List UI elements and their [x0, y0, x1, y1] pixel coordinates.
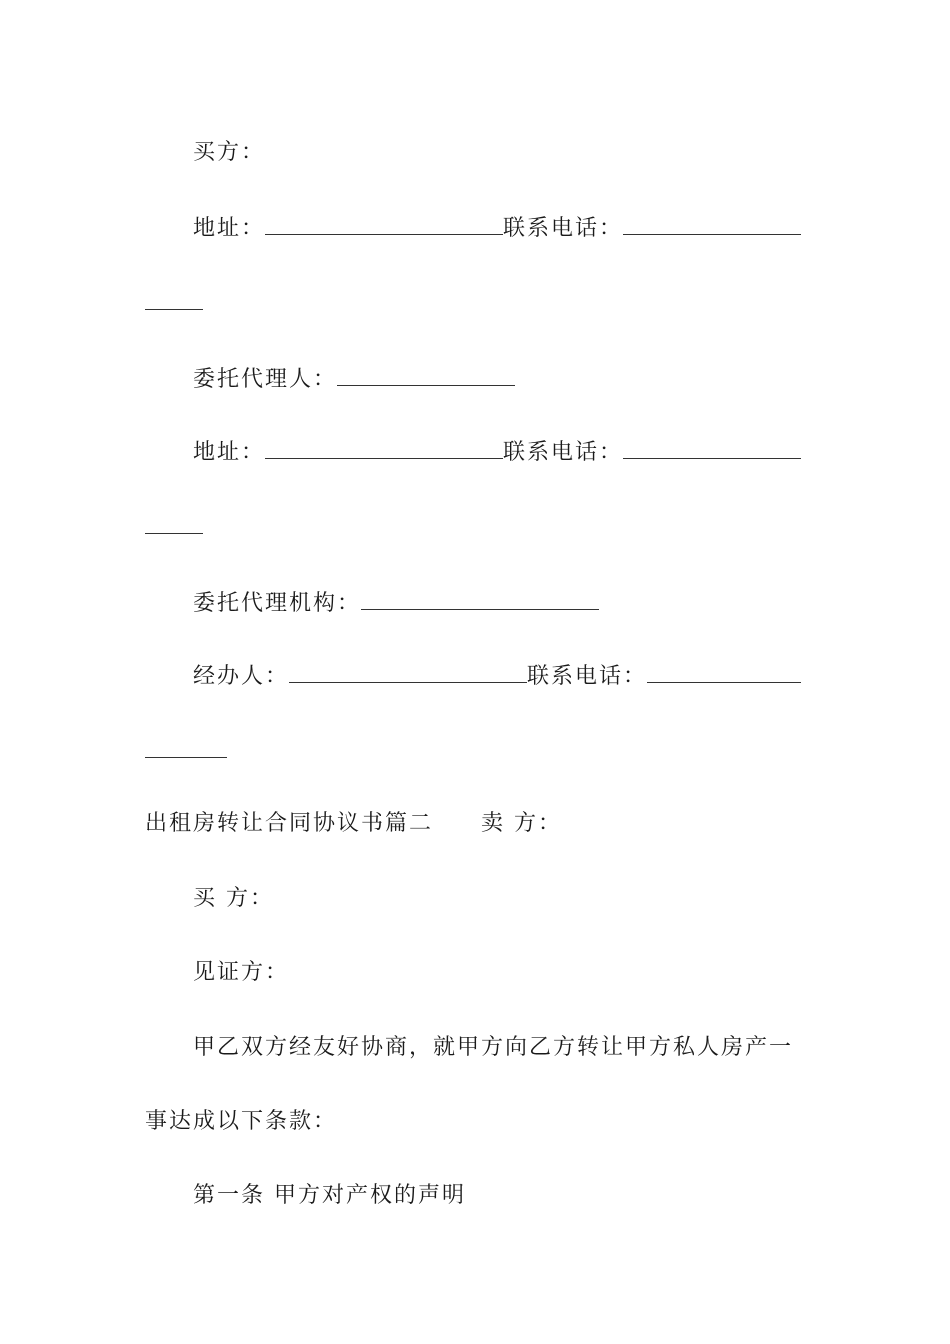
witness-label: 见证方：	[193, 960, 290, 985]
agent-person-label: 委托代理人：	[193, 367, 338, 392]
section-title-row	[145, 809, 562, 839]
address-label: 地址：	[193, 216, 266, 241]
phone-label: 联系电话：	[527, 664, 648, 689]
agent-org-label: 委托代理机构：	[193, 591, 362, 616]
buyer-label: 买 方：	[193, 886, 274, 911]
seller-label: 卖 方：	[481, 811, 563, 836]
phone-label: 联系电话：	[503, 216, 624, 241]
agent-person-blank[interactable]	[337, 363, 515, 386]
agent-person-row	[193, 363, 515, 395]
phone-blank-continuation[interactable]	[145, 757, 227, 758]
paragraph-line: 事达成以下条款：	[145, 1109, 338, 1134]
buyer-label: 买方：	[193, 140, 266, 165]
phone-blank[interactable]	[623, 212, 801, 235]
section-title: 出租房转让合同协议书篇二	[145, 811, 434, 836]
address-blank[interactable]	[265, 212, 503, 235]
handler-blank[interactable]	[289, 660, 527, 683]
article-heading: 第一条 甲方对产权的声明	[193, 1183, 466, 1208]
handler-label: 经办人：	[193, 664, 290, 689]
phone-blank-continuation[interactable]	[145, 533, 203, 534]
phone-label: 联系电话：	[503, 440, 624, 465]
address-label: 地址：	[193, 440, 266, 465]
address-blank[interactable]	[265, 436, 503, 459]
phone-blank[interactable]	[647, 660, 801, 683]
agent-org-blank[interactable]	[361, 587, 599, 610]
phone-blank[interactable]	[623, 436, 801, 459]
address-row-1	[193, 212, 801, 244]
handler-row	[193, 660, 801, 692]
address-row-2	[193, 436, 801, 468]
phone-blank-continuation[interactable]	[145, 309, 203, 310]
paragraph-line: 甲乙双方经友好协商，就甲方向乙方转让甲方私人房产一	[193, 1035, 794, 1060]
agent-org-row	[193, 587, 599, 619]
